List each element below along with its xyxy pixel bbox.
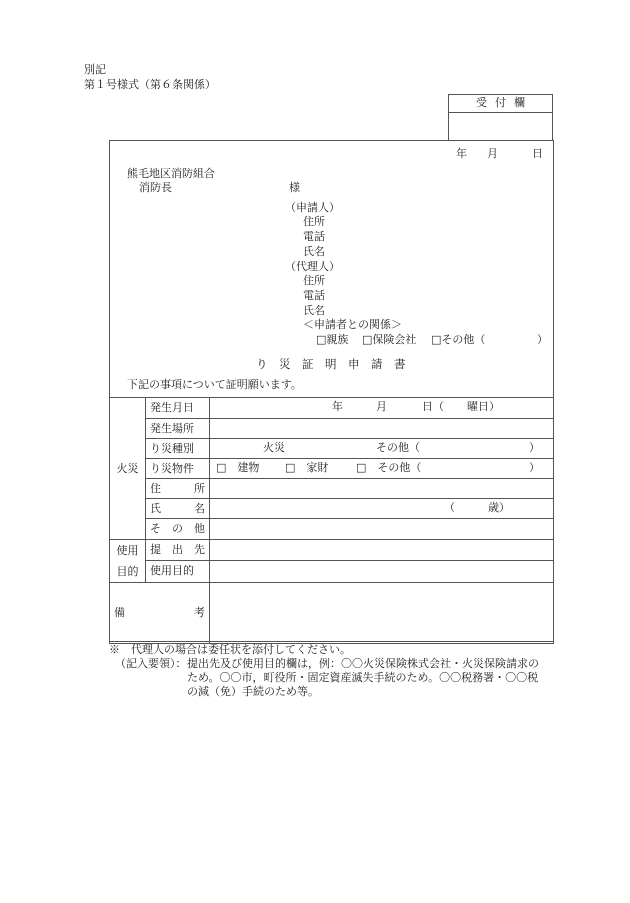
- purpose-label: 使用目的: [146, 560, 210, 582]
- place-field[interactable]: [210, 419, 554, 439]
- purpose-field[interactable]: [210, 560, 554, 582]
- property-other-close: ）: [529, 461, 540, 474]
- remarks-label: 備 考: [110, 583, 210, 644]
- date-field-weekday: 曜日）: [467, 400, 500, 413]
- date-field-day: 日（: [422, 400, 444, 413]
- type-other[interactable]: その他（: [376, 441, 420, 454]
- address-label: 住 所: [146, 479, 210, 499]
- addressee-honorific: 様: [289, 181, 300, 194]
- date-label: 発生月日: [146, 398, 210, 419]
- relation-other-checkbox[interactable]: □その他（: [431, 333, 486, 346]
- date-field-year: 年: [332, 400, 343, 413]
- relation-insurer-checkbox[interactable]: □保険会社: [362, 333, 417, 346]
- agent-phone-field[interactable]: 電話: [303, 289, 325, 302]
- group-use-label: 使用 目的: [110, 540, 146, 583]
- submit-to-label: 提 出 先: [146, 540, 210, 561]
- form-number: 第１号様式（第６条関係）: [84, 78, 216, 91]
- other-label: そ の 他: [146, 519, 210, 540]
- property-field[interactable]: [210, 459, 554, 479]
- addressee-title: 消防長: [139, 181, 172, 194]
- reception-box: [448, 94, 553, 140]
- annex-label: 別記: [84, 63, 106, 76]
- name-field[interactable]: [210, 499, 554, 519]
- note-instructions-line3: の減（免）手続のため等。: [187, 685, 319, 698]
- reception-label: 受付欄: [449, 95, 552, 113]
- details-table: [109, 397, 554, 644]
- date-year[interactable]: 年: [456, 147, 467, 160]
- applicant-name-field[interactable]: 氏名: [303, 245, 325, 258]
- group-fire-label: 火災: [110, 398, 146, 540]
- date-field[interactable]: [210, 398, 554, 419]
- date-field-month: 月: [376, 400, 387, 413]
- address-field[interactable]: [210, 479, 554, 499]
- note-instructions-label: （記入要領）：: [115, 657, 187, 670]
- note-instructions-line1: 提出先及び使用目的欄は，例：〇〇火災保険株式会社・火災保険請求の: [187, 657, 539, 670]
- property-household-checkbox[interactable]: □ 家財: [285, 461, 329, 474]
- note-instructions-line2: ため。〇〇市，町役所・固定資産滅失手続のため。〇〇税務署・〇〇税: [187, 671, 539, 684]
- applicant-phone-field[interactable]: 電話: [303, 230, 325, 243]
- addressee-org: 熊毛地区消防組合: [127, 167, 215, 180]
- place-label: 発生場所: [146, 419, 210, 439]
- type-fire[interactable]: 火災: [263, 441, 285, 454]
- document-title: り 災 証 明 申 請 書: [256, 357, 406, 371]
- applicant-heading: （申請人）: [285, 201, 340, 214]
- note-agent: ※ 代理人の場合は委任状を添付してください。: [109, 643, 351, 656]
- type-label: り災種別: [146, 439, 210, 459]
- relation-other-close: ）: [537, 333, 548, 346]
- date-month[interactable]: 月: [487, 147, 498, 160]
- applicant-address-field[interactable]: 住所: [303, 215, 325, 228]
- request-text: 下記の事項について証明願います。: [127, 378, 302, 391]
- remarks-field[interactable]: [210, 583, 554, 644]
- relation-relative-checkbox[interactable]: □親族: [316, 333, 349, 346]
- submit-to-field[interactable]: [210, 540, 554, 561]
- agent-name-field[interactable]: 氏名: [303, 304, 325, 317]
- property-building-checkbox[interactable]: □ 建物: [216, 461, 260, 474]
- type-field[interactable]: [210, 439, 554, 459]
- date-day[interactable]: 日: [532, 147, 543, 160]
- property-label: り災物件: [146, 459, 210, 479]
- agent-heading: （代理人）: [285, 260, 340, 273]
- name-label: 氏 名: [146, 499, 210, 519]
- relation-heading: ＜申請者との関係＞: [303, 318, 402, 331]
- other-field[interactable]: [210, 519, 554, 540]
- age-label: 歳）: [488, 501, 510, 514]
- type-other-close: ）: [529, 441, 540, 454]
- age-open: （: [444, 501, 455, 514]
- property-other-checkbox[interactable]: □ その他（: [356, 461, 422, 474]
- agent-address-field[interactable]: 住所: [303, 274, 325, 287]
